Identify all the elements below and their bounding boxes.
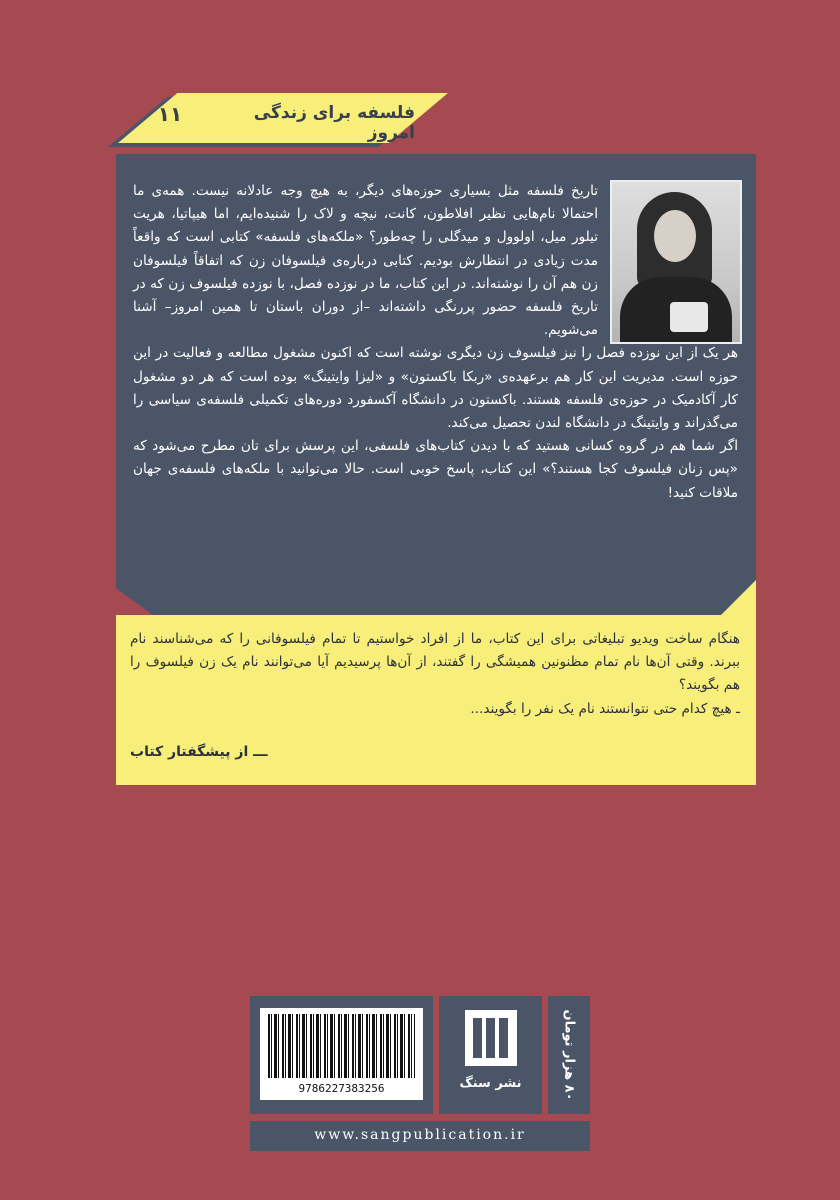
price-box [548,996,590,1114]
quote-source: ـــ از پیشگفتار کتاب [130,744,268,760]
isbn-number: 9786227383256 [298,1082,385,1095]
quote-ending: ـ هیچ کدام حتی نتوانستند نام یک نفر را بگویند... [470,700,740,717]
website-strip [250,1121,590,1151]
barcode-bars [268,1014,415,1078]
quote-panel-corner [116,580,756,620]
barcode-box [250,996,433,1114]
quote-body: هنگام ساخت ویدیو تبلیغاتی برای این کتاب، ما از افراد خواستیم تا تمام فیلسوفانی را که می‌شناسند نام ببرند. وقتی آن‌ها نام تمام مظنونین همیشگی را گفتند، از آن‌ها پرسیدیم آیا می‌توانند نام یک زن فیلسوف را هم بگویند؟ [130,631,740,694]
price-text: ۸۰ هزار تومان [561,1009,577,1101]
website-link[interactable]: www.sangpublication.ir [314,1127,526,1143]
description-paragraph-1: تاریخ فلسفه مثل بسیاری حوزه‌های دیگر، به هیچ وجه عادلانه نیست. همه‌ی ما احتمالا نام‌هایی نظیر افلاطون، کانت، نیچه و لاک را شنیده‌ایم، اما هیپاتیا، هریت تیلور میل، اولوول و میدگلی را چه‌طور؟ «ملکه‌های فلسفه» کتابی است که واقعاً مدت زیادی در انتظارش بودیم. کتابی درباره‌ی فیلسوفان زن که اتفاقاً فیلسوفان زن هم آن را نوشته‌اند. در این کتاب، ما در نوزده فصل، با نوزده فیلسوف زن که در تاریخ فلسفه حضور پررنگی داشته‌اند –از دوران باستان تا همین امروز– آشنا می‌شویم. [133,183,598,339]
description-paragraph-2: هر یک از این نوزده فصل را نیز فیلسوف زن دیگری نوشته است که اکنون مشغول مطالعه و فعالیت در این حوزه است. مدیریت این کار هم برعهده‌ی «ربکا باکستون» و «لیزا وایتینگ» بوده است که هر دو مشغول کار آکادمیک در حوزه‌ی فلسفه هستند. باکستون در دانشگاه آکسفورد دوره‌های تکمیلی فلسفه‌ی سیاسی را می‌گذراند و وایتینگ در دانشگاه لندن تحصیل می‌کند. [133,345,738,432]
quote-text [130,628,740,721]
publisher-name: نشر سنگ [459,1076,522,1091]
publisher-logo-icon [465,1010,517,1066]
barcode [260,1008,423,1100]
publisher-box [439,996,542,1114]
series-title: فلسفه برای زندگی امروز [253,103,415,143]
description-paragraph-3: اگر شما هم در گروه کسانی هستید که با دیدن کتاب‌های فلسفی، این پرسش برای تان مطرح می‌شود که «پس زنان فیلسوف کجا هستند؟» این کتاب، پاسخ خوبی است. حالا می‌توانید با ملکه‌های فلسفه‌ی جهان ملاقات کنید! [133,438,738,501]
description-text [133,180,738,505]
series-number: ۱۱ [157,102,183,126]
